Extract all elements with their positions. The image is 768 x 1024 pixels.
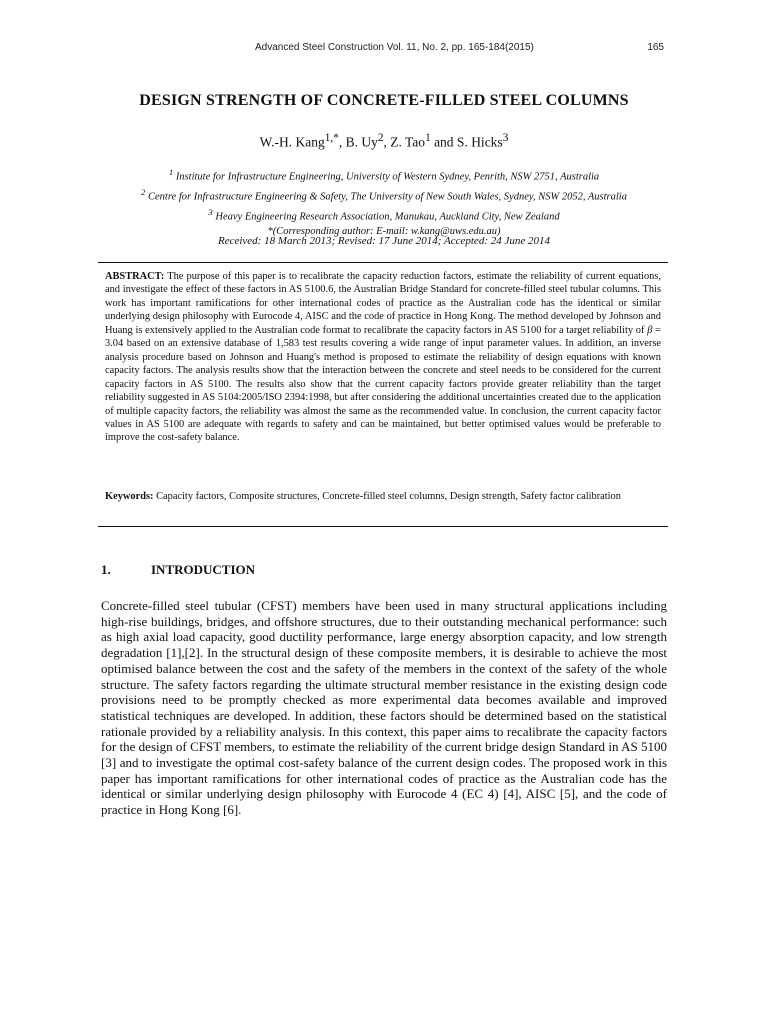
author-name: W.-H. Kang [259,134,325,150]
affiliation-line [0,165,768,185]
beta-symbol: β [647,324,653,336]
author-name: and S. Hicks [430,134,503,150]
author-affiliation-mark: 1,* [324,132,339,144]
abstract-bottom-rule [98,526,668,527]
section-heading [101,562,255,578]
section-title: INTRODUCTION [151,562,256,577]
keywords [105,490,661,504]
affiliation-line [0,205,768,225]
author-affiliation-mark: 2 [377,132,384,144]
abstract-text: = 3.04 based on an extensive database of 1,583 test results covering a wide range of input parameter values. In addition, an inverse analysis procedure based on Johnson and Huang's method is proposed to estimate the reliability of design equations with known capacity factors. The analysis results show that the interaction between the concrete and steel needs to be considered for the current capacity factors in AS 5100. The results also show that the current capacity factors provide greater reliability than the target reliability suggested in AS 5104:2005/ISO 2394:1998, but after considering the additional uncertainties created due to the application of multiple capacity factors, the reliability was almost the same as the recommended value. In conclusion, the current capacity factor values in AS 5100 are adequate with regards to safety and can be maintained, but better optimised values would be preferable to improve the cost-safety balance. [105,324,661,444]
affiliation-text: Institute for Infrastructure Engineering, University of Western Sydney, Penrith, NSW 2751, Australia [173,171,600,183]
abstract [105,270,661,445]
corresponding-author: *(Corresponding author: E-mail: w.kang@uws.edu.au) [267,226,501,237]
introduction-paragraph: Concrete-filled steel tubular (CFST) members have been used in many structural applications including high-rise buildings, bridges, and offshore structures, due to their outstanding mechanical performance: such as high axial load capacity, good ductility performance, large energy absorption capacity, and low strength degradation [1],[2]. In the structural design of these composite members, it is desirable to achieve the most optimised balance between the cost and the safety of the members in the context of the safety of the whole structure. The safety factors regarding the ultimate structural member resistance in the existing design code provisions need to be promptly checked as more experimental data becomes available and improved statistical techniques are developed. In addition, these factors should be determined based on the statistical rationale provided by a reliability analysis. In this context, this paper aims to recalibrate the capacity factors for the design of CFST members, to estimate the reliability of the current bridge design Standard in AS 5100 [3] and to investigate the optimal cost-safety balance of the current design codes. The proposed work in this paper has important ramifications for other international codes of practice as the Australian code has the identical or similar underlying design philosophy with Eurocode 4 (EC 4) [4], AISC [5], and the code of practice in Hong Kong [6]. [101,598,667,818]
abstract-top-rule [98,262,668,263]
keywords-label: Keywords: [105,491,154,502]
keywords-text: Capacity factors, Composite structures, Concrete-filled steel columns, Design strength, Safety factor calibration [153,491,621,502]
author-list [0,132,768,151]
affiliations [0,165,768,240]
affiliation-line [0,185,768,205]
running-head: Advanced Steel Construction Vol. 11, No. 2, pp. 165-184(2015) [255,42,534,53]
abstract-text: The purpose of this paper is to recalibrate the capacity reduction factors, estimate the reliability of current equations, and investigate the effect of these factors in AS 5100.6, the Australian Bridge Standard for concrete-filled steel tubular columns. This work has important ramifications for other international codes of practice as the Australian code has the identical or similar underlying design philosophy with Eurocode 4, AISC and the code of practice in Hong Kong. The method developed by Johnson and Huang is extensively applied to the Australian code format to recalibrate the capacity factors in AS 5100 for a target reliability of [105,271,661,336]
affiliation-mark: 1 [168,167,174,177]
author-name: , Z. Tao [383,134,426,150]
paper-title: DESIGN STRENGTH OF CONCRETE-FILLED STEEL COLUMNS [139,92,629,109]
section-number: 1. [101,562,111,577]
abstract-label: ABSTRACT: [105,271,165,282]
received-dates: Received: 18 March 2013; Revised: 17 June 2014; Accepted: 24 June 2014 [217,235,550,247]
affiliation-text: Centre for Infrastructure Engineering & Safety, The University of New South Wales, Sydney, NSW 2052, Australia [145,191,627,203]
affiliation-mark: 3 [208,207,213,217]
affiliation-text: Heavy Engineering Research Association, Manukau, Auckland City, New Zealand [212,211,560,223]
author-affiliation-mark: 1 [425,132,431,144]
author-affiliation-mark: 3 [502,132,509,144]
affiliation-mark: 2 [141,187,146,197]
page-number: 165 [647,42,664,53]
author-name: , B. Uy [338,134,378,150]
